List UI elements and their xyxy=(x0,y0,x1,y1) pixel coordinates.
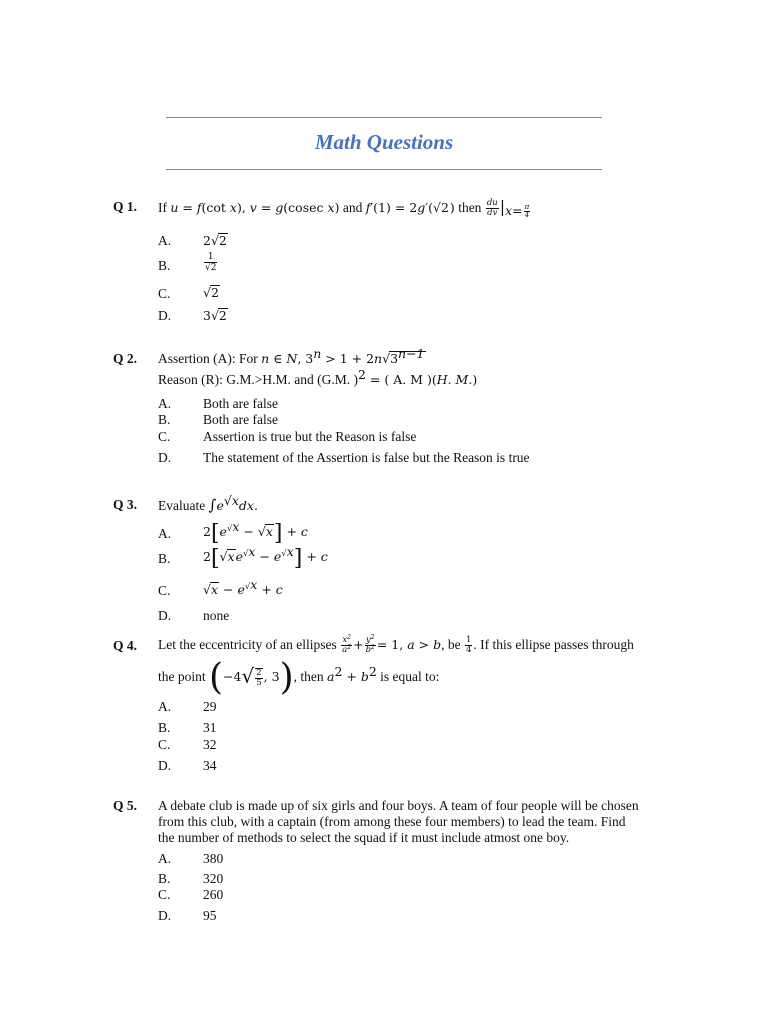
question-number: Q 2. xyxy=(113,351,138,366)
option-letter: D. xyxy=(158,308,172,323)
option-value[interactable]: 31 xyxy=(203,720,217,735)
option-letter: D. xyxy=(158,908,172,923)
option-letter: A. xyxy=(158,396,172,411)
option-value[interactable]: The statement of the Assertion is false but the Reason is true xyxy=(203,450,530,465)
option-value[interactable]: 34 xyxy=(203,758,217,773)
option-letter: B. xyxy=(158,720,171,735)
option-value[interactable]: 95 xyxy=(203,908,217,923)
option-letter: D. xyxy=(158,450,172,465)
option-letter: B. xyxy=(158,412,171,427)
option-value[interactable]: $2[√xe^{√x} - e^{√x}] + c$ xyxy=(203,544,328,571)
option-letter: C. xyxy=(158,887,171,902)
option-letter: A. xyxy=(158,851,172,866)
title-top-rule xyxy=(166,117,602,118)
option-value[interactable]: 29 xyxy=(203,699,217,714)
option-letter: D. xyxy=(158,608,172,623)
option-value[interactable]: $√x - e^{√x} + c$ xyxy=(203,577,283,597)
option-letter: C. xyxy=(158,429,171,444)
question-stem-line: A debate club is made up of six girls and four boys. A team of four people will be chosen xyxy=(158,798,639,813)
option-letter: C. xyxy=(158,583,171,598)
reason-line: Reason (R): G.M.>H.M. and (G.M. )$^2$ = ( A. M )(H. M.) xyxy=(158,367,478,387)
option-letter: A. xyxy=(158,233,172,248)
option-letter: C. xyxy=(158,286,171,301)
option-letter: D. xyxy=(158,758,172,773)
option-value[interactable]: Both are false xyxy=(203,412,278,427)
question-stem: Evaluate $\int e^{√x}dx$. xyxy=(158,493,258,514)
option-value[interactable]: 3√2 xyxy=(203,308,227,323)
page-title: Math Questions xyxy=(314,130,454,154)
option-letter: B. xyxy=(158,551,171,566)
option-value[interactable]: $\frac{1}{√2}$ xyxy=(205,252,217,273)
option-value[interactable]: 320 xyxy=(203,871,224,886)
question-number: Q 5. xyxy=(113,798,138,813)
option-value[interactable]: $2[e^{√x} - √x] + c$ xyxy=(203,519,308,546)
question-stem-line: from this club, with a captain (from among these four members) to lead the team. Find xyxy=(158,814,626,829)
option-letter: B. xyxy=(158,871,171,886)
assertion-line: Assertion (A): For n ∈ N, $3^n > 1 + 2n√3^{n-1}$ xyxy=(158,346,425,366)
option-letter: B. xyxy=(158,258,171,273)
option-value[interactable]: Assertion is true but the Reason is false xyxy=(203,429,417,444)
question-stem-line2: the point (−4√ $\frac{2}{5}$ , 3), then $a^2 + b^2$ is equal to: xyxy=(158,657,440,698)
question-stem: If u = f(cot x), v = g(cosec x) and f′(1) = 2g′(√2) then $\frac{du}{dv}$ $|_{x= \frac{\pi}{4}}$ xyxy=(158,197,530,219)
option-value[interactable]: 2√2 xyxy=(203,233,227,248)
option-value[interactable]: 260 xyxy=(203,887,224,902)
question-stem-line1: Let the eccentricity of an ellipses $\frac{x^2}{a^2}$ + $\frac{y^2}{b^2}$ = 1, a > b, be $\frac{1}{4}$ . If this ellipse passes through xyxy=(158,634,634,656)
option-value[interactable]: √2 xyxy=(203,285,219,300)
question-stem-line: the number of methods to select the squad if it must include atmost one boy. xyxy=(158,830,570,845)
title-bottom-rule xyxy=(166,169,602,170)
option-value[interactable]: 32 xyxy=(203,737,217,752)
option-letter: A. xyxy=(158,526,172,541)
option-value[interactable]: Both are false xyxy=(203,396,278,411)
question-number: Q 1. xyxy=(113,199,138,214)
question-number: Q 3. xyxy=(113,497,138,512)
option-value[interactable]: none xyxy=(203,608,230,623)
option-letter: A. xyxy=(158,699,172,714)
option-value[interactable]: 380 xyxy=(203,851,224,866)
option-letter: C. xyxy=(158,737,171,752)
question-number: Q 4. xyxy=(113,638,138,653)
